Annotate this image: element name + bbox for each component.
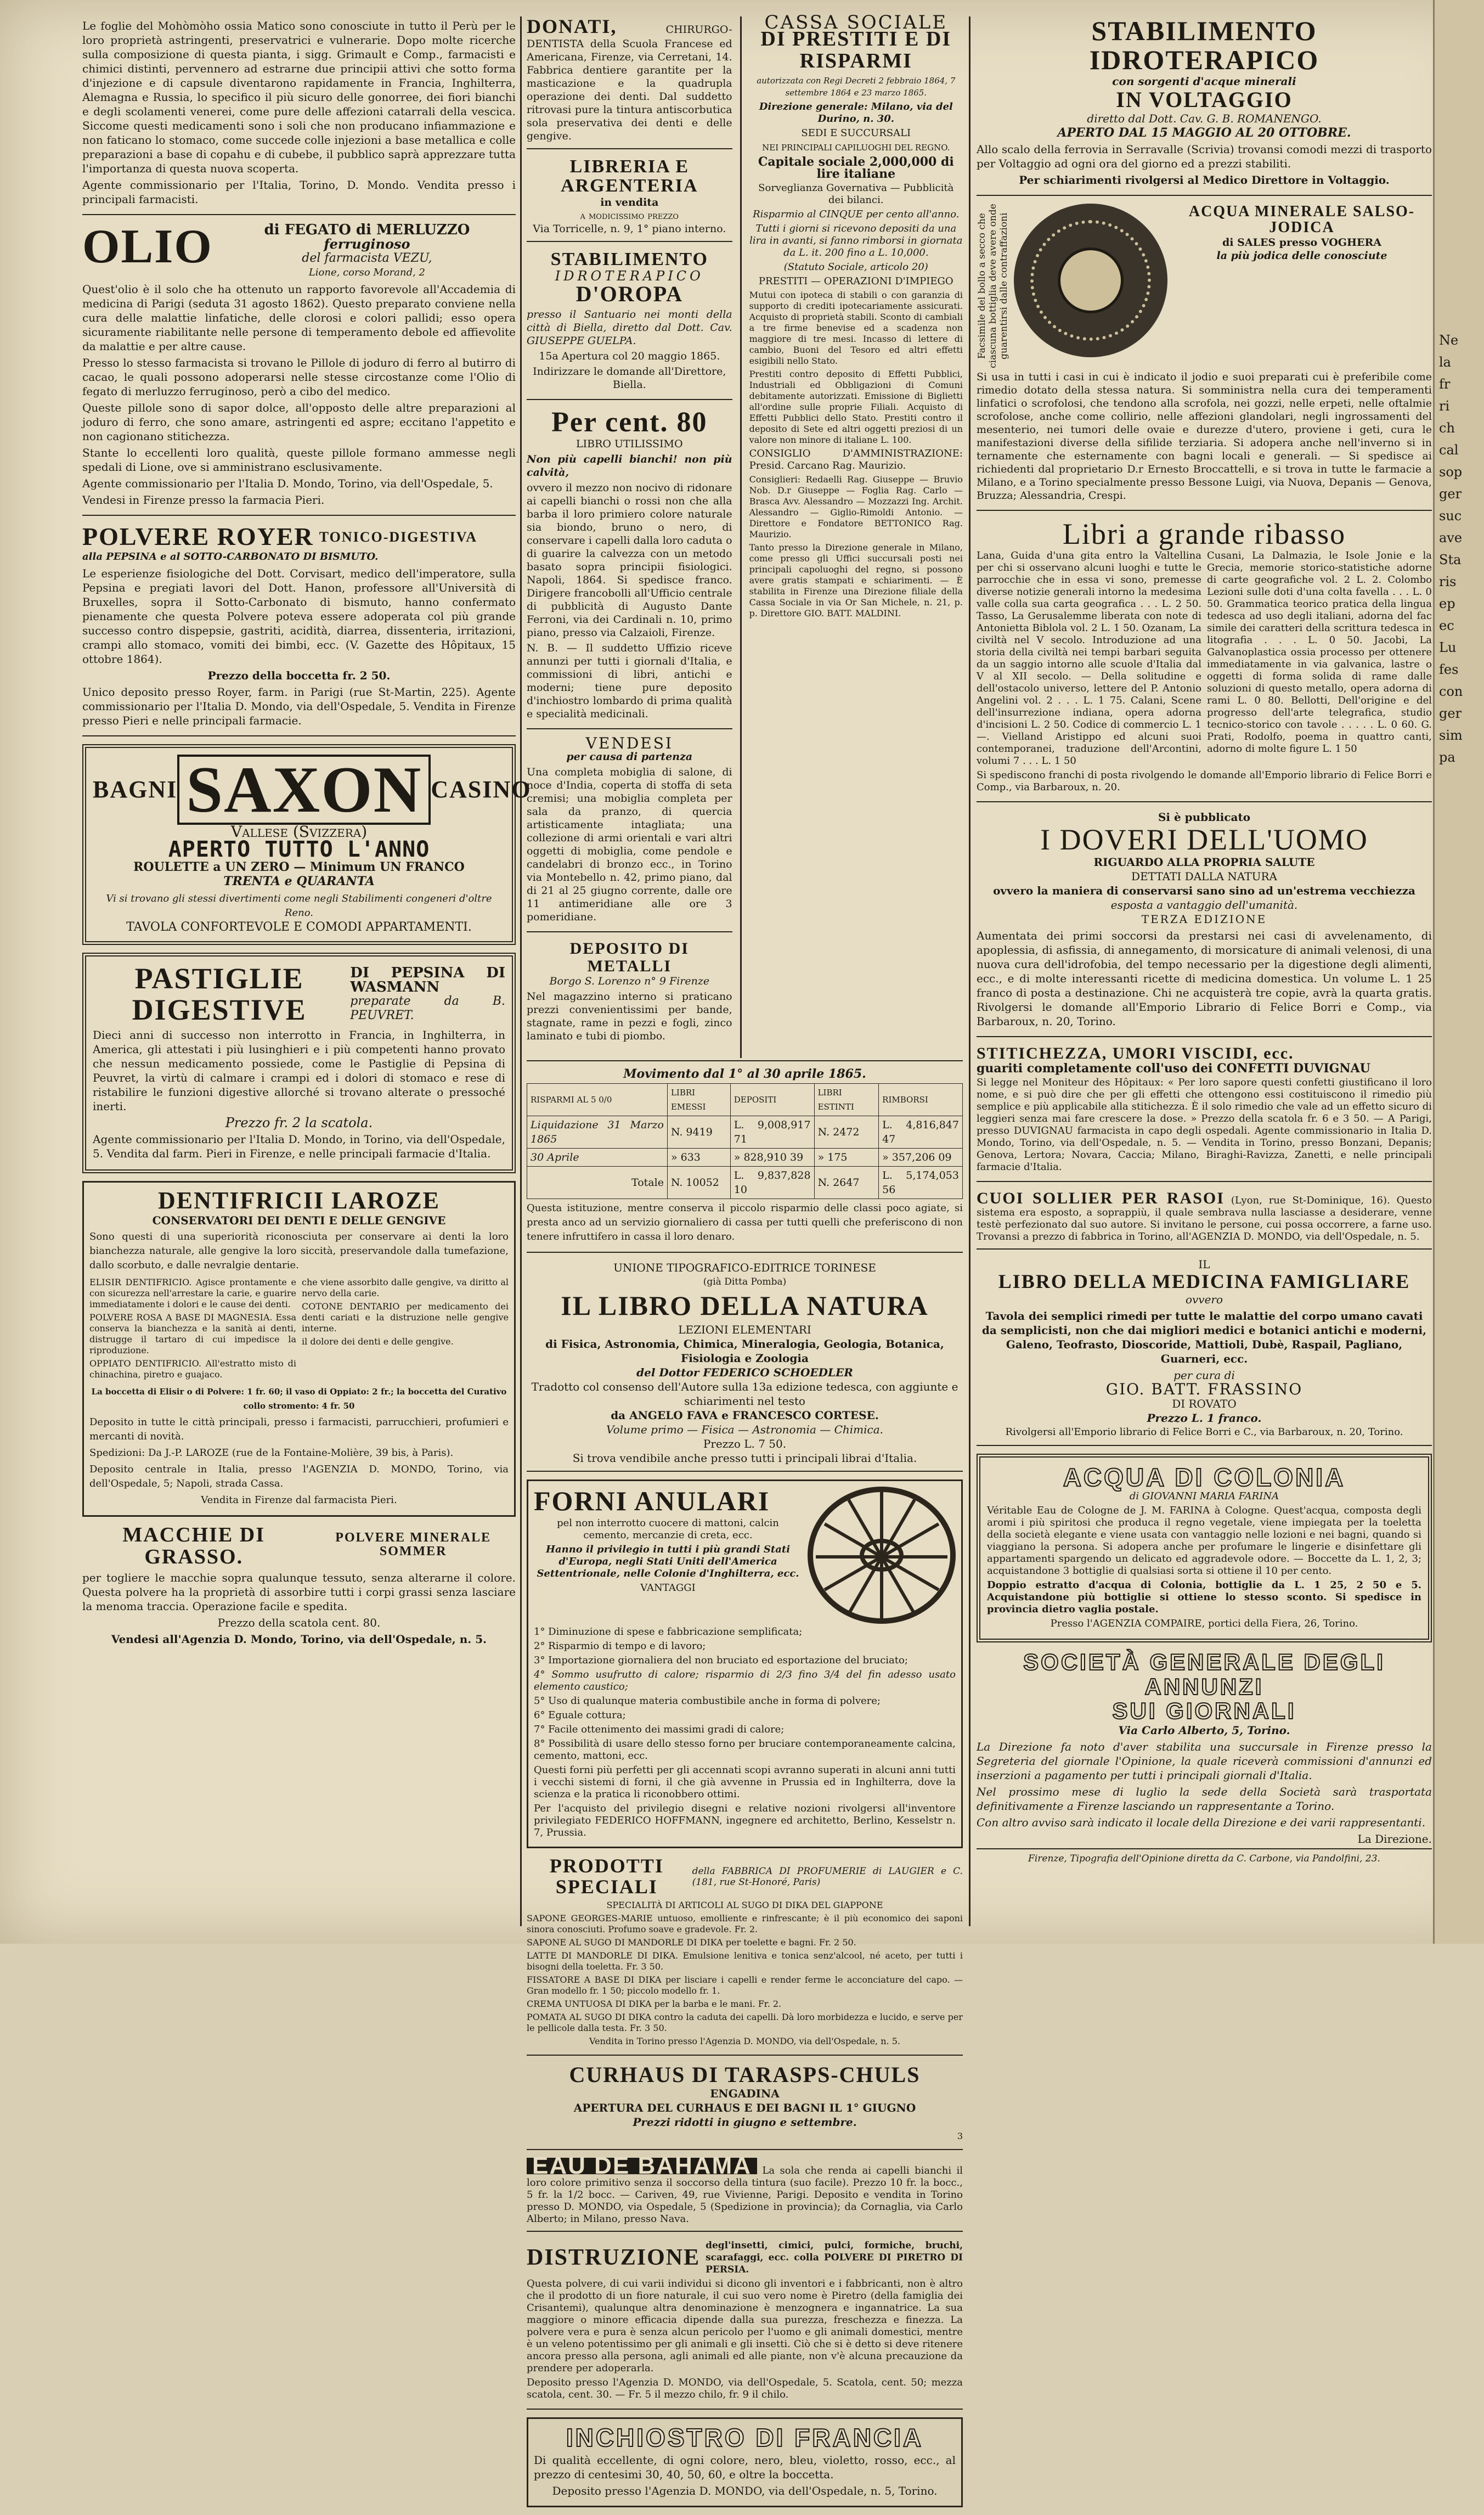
- libreria-title: LIBRERIA E ARGENTERIA: [561, 156, 698, 196]
- prodotti-title: PRODOTTI SPECIALI: [549, 1854, 664, 1898]
- doveri-pub: Si è pubblicato: [1158, 810, 1251, 824]
- acqua-sales-ad: [977, 204, 1432, 511]
- prodotti-vendita: Vendita in Torino presso l'Agenzia D. MONDO, via dell'Ospedale, n. 5.: [589, 2035, 900, 2046]
- table-cell: L. 9,837,828 10: [730, 1167, 814, 1199]
- idroterapico-open: APERTO DAL 15 MAGGIO AL 20 OTTOBRE.: [1057, 126, 1351, 140]
- cassa-op-left: Mutui con ipoteca di stabili o con garanzia di supporto di crediti ipotecariamente assicurati. Acquisto di proprietà stabili. Sconto di cambiali a tre firme benevise ed a scadenza non maggiore di tre mesi. Incasso di lettere di cambio, Buoni del Tesoro ed altri effetti esigibili nello Stato.: [749, 289, 963, 366]
- cassa-title-1: CASSA SOCIALE: [764, 12, 948, 33]
- libri-footer: Si spediscono franchi di posta rivolgendo le domande all'Emporio librario di Felice Borri e Comp., via Barbaroux, n. 20.: [977, 769, 1432, 793]
- olio-text-3: Queste pillole sono di sapor dolce, all'opposto delle altre preparazioni al joduro di ferro, che sono amare, astringenti ed aspre; eccitano l'appetito e non cagionano stitichezza.: [82, 401, 516, 443]
- olio-text: Quest'olio è il solo che ha ottenuto un rapporto favorevole all'Accademia di medicina di Parigi (seduta 31 agosto 1862). Questo preparato conviene nella cura delle malattie linfatiche, delle clorosi e colori pallidi; esso opera sicuramente riabilitante nelle persone di temperamento debole ed affievolite da malattie e per altre cause.: [82, 283, 516, 353]
- sub-column-rule: [740, 16, 742, 1058]
- natura-title: IL LIBRO DELLA NATURA: [561, 1290, 929, 1321]
- olio-sub1: di FEGATO di MERLUZZO: [264, 222, 470, 238]
- vendesi-sub: per causa di partenza: [566, 751, 693, 763]
- edge-fragment: ris: [1439, 574, 1457, 589]
- inchiostro-depot: Deposito presso l'Agenzia D. MONDO, via dell'Ospedale, n. 5, Torino.: [552, 2484, 938, 2497]
- metalli-ad: [527, 940, 732, 1050]
- forni-vantaggi: VANTAGGI: [640, 1582, 696, 1594]
- table-cell: » 357,206 09: [879, 1149, 963, 1167]
- percent-text: ovvero il mezzo non nocivo di ridonare ai capelli bianchi o rossi non che alla barba il loro primiero colore naturale sia biondo, bruno o nero, di conservare i capelli dalla loro caduta o di guarire la calvezza con un metodo basato sopra principii fisiologici. Napoli, 1864. Si spedisce franco. Dirigere francobolli all'Ufficio centrale di pubblicità di Augusto Dante Ferroni, via dei Cardinali n. 10, primo piano, presso via Calzaioli, Firenze.: [527, 482, 732, 639]
- forni-items: [534, 1626, 956, 1762]
- doveri-sub-3: ovvero la maniera di conservarsi sano sino ad un'estrema vecchiezza: [993, 884, 1415, 898]
- olio-vendita: Vendesi in Firenze presso la farmacia Pieri.: [82, 493, 325, 507]
- column-middle: [527, 12, 963, 2515]
- curhaus-title: CURHAUS DI TARASPS-CHULS: [569, 2062, 921, 2087]
- table-row: [527, 1149, 963, 1167]
- libri-ad: [977, 519, 1432, 802]
- inchiostro-title: INCHIOSTRO DI FRANCIA: [566, 2423, 924, 2452]
- pastiglie-text: Dieci anni di successo non interrotto in Francia, in Inghilterra, in America, gli attestati i più lusinghieri e i più competenti hanno provato che nessun medicamento possiede, come le Pastiglie di Pepsina di Peuvret, la virtù di calmare i crampi ed i dolori di stomaco e rese di ristabilire le funzioni digestive allorché si trovano alterate o pressoché inerti.: [93, 1028, 505, 1113]
- cassa-title-2: DI PRESTITI E DI RISPARMI: [760, 27, 952, 72]
- edge-fragment: ave: [1439, 530, 1463, 545]
- societa-text: La Direzione fa noto d'aver stabilita una succursale in Firenze presso la Segreteria del giornale l'Opinione, la quale riceverà commissioni d'annunzi ed inserzioni a pagamento per tutti i principali giornali d'Italia.: [977, 1740, 1432, 1782]
- edge-fragment: ec: [1439, 618, 1454, 633]
- donati-ad: [527, 16, 732, 149]
- list-item: 8° Possibilità di usare dello stesso forno per bruciare contemporaneamente calcina, cemento, mattoni, ecc.: [534, 1737, 956, 1762]
- idroterapico-ad: [977, 16, 1432, 196]
- cassa-sedi-2: NEI PRINCIPALI CAPILUOGHI DEL REGNO.: [762, 142, 950, 153]
- medicina-contact: Rivolgersi all'Emporio librario di Felice Borri e C., via Barbaroux, n. 20, Torino.: [1005, 1426, 1403, 1438]
- medicina-il: IL: [1198, 1258, 1210, 1271]
- societa-address: Via Carlo Alberto, 5, Torino.: [1118, 1723, 1290, 1737]
- table-cell: » 633: [667, 1149, 730, 1167]
- olio-text-2: Presso lo stesso farmacista si trovano le Pillole di joduro di ferro al butirro di cacao, le quali possono adoperarsi nelle stesse circostanze come l'Olio di fegato di merluzzo ferruginoso, però a cibo del medico.: [82, 356, 516, 398]
- idroterapico-place: IN VOLTAGGIO: [1116, 87, 1293, 112]
- saxon-bagni: BAGNI: [93, 776, 178, 803]
- distruzione-text: Questa polvere, di cui varii individui si dicono gli inventori e i fabbricanti, non è altro che il prodotto di un fiore naturale, il cui suo vero nome è Piretro (della famiglia dei Crisantemi), qualunque altra denominazione è menzognera e ingannatrice. La sua maggiore o minore efficacia dipende dalla sua purezza, freschezza e finezza. La polvere vera e pura è senza alcun pericolo per l'uomo e gli animali domestici, mentre è un veleno potentissimo per gli animali e gli insetti. Ciò che si è detto si deve ritenere ancora presso alla persona, agli animali ed alle piante, non v'è alcuna precauzione da prendere per adoperarla.: [527, 2277, 963, 2374]
- idroterapico-sub: con sorgenti d'acque minerali: [1112, 75, 1296, 88]
- bahama-ad: [527, 2152, 963, 2232]
- mohomoho-ad: [82, 19, 516, 215]
- colonia-ad: [977, 1454, 1432, 1642]
- table-cell: » 175: [814, 1149, 879, 1167]
- macchie-title-2: POLVERE MINERALE SOMMER: [335, 1530, 492, 1559]
- cassa-sedi: SEDI E SUCCURSALI: [801, 127, 911, 139]
- bahama-text: La sola che renda ai capelli bianchi il loro colore primitivo senza il soccorso della tintura (suo facile). Prezzo 10 fr. la bocc., 5 fr. la 1/2 bocc. — Cariven, 49, rue Vivienne, Parigi. Deposito e vendita in Torino presso D. MONDO, via Ospedale, 5 (Spedizione in provincia); da Cornaglia, via Carlo Alberto; in Milano, presso Nava.: [527, 2164, 963, 2225]
- oropa-title-3: D'OROPA: [575, 281, 684, 306]
- edge-fragment: fr: [1439, 376, 1451, 392]
- donati-text: CHIRURGO-DENTISTA della Scuola Francese ed Americana, Firenze, via Cerretani, 14. Fabbrica dentiere garantite per la masticazione e la quadrupla operazione dei denti. Dal suddetto ritrovasi pure la tintura antiscorbutica sola preservativa dei denti e delle gengive.: [527, 24, 732, 142]
- laroze-right-3: il dolore dei denti e delle gengive.: [302, 1336, 454, 1347]
- sollier-ad: [977, 1190, 1432, 1250]
- doveri-sub-2: DETTATI DALLA NATURA: [1131, 870, 1277, 884]
- edge-fragment: ch: [1439, 420, 1455, 436]
- royer-sub: alla PEPSINA e al SOTTO-CARBONATO DI BISMUTO.: [82, 551, 379, 563]
- inchiostro-text: Di qualità eccellente, di ogni colore, nero, bleu, violetto, rosso, ecc., al prezzo di centesimi 30, 40, 50, 60, e oltre la boccetta.: [534, 2453, 956, 2481]
- curhaus-open: APERTURA DEL CURHAUS E DEI BAGNI IL 1° GIUGNO: [573, 2101, 916, 2114]
- edge-fragment: con: [1439, 684, 1463, 699]
- cassa-mov-title: Movimento dal 1° al 30 aprile 1865.: [623, 1067, 866, 1082]
- laroze-sub: CONSERVATORI DEI DENTI E DELLE GENGIVE: [152, 1213, 446, 1227]
- list-item: SAPONE AL SUGO DI MANDORLE DI DIKA per toelette e bagni. Fr. 2 50.: [527, 1937, 856, 1948]
- pastiglie-price: Prezzo fr. 2 la scatola.: [225, 1115, 373, 1130]
- doveri-ad: [977, 810, 1432, 1038]
- laroze-oppiato: OPPIATO DENTIFRICIO. All'estratto misto di chinachina, piretro e guajaco.: [89, 1358, 296, 1380]
- metalli-sub: Borgo S. Lorenzo n° 9 Firenze: [549, 975, 710, 988]
- pastiglie-title: PASTIGLIE DIGESTIVE: [132, 962, 307, 1026]
- edge-fragment: Ne: [1439, 333, 1459, 348]
- natura-volume: Volume primo — Fisica — Astronomia — Chimica.: [606, 1422, 884, 1436]
- adjacent-page-edge: [1433, 0, 1484, 1944]
- forni-ad: [527, 1479, 963, 1848]
- list-item: 6° Eguale cottura;: [534, 1709, 626, 1721]
- edge-text: [1435, 0, 1484, 768]
- societa-sign: La Direzione.: [1357, 1832, 1432, 1846]
- cassa-consiglio: CONSIGLIO D'AMMINISTRAZIONE: Presid. Carcano Rag. Maurizio.: [749, 447, 963, 471]
- saxon-note: Vi si trovano gli stessi divertimenti come negli Stabilimenti congeneri d'oltre Reno.: [106, 893, 492, 919]
- natura-translation: Tradotto col consenso dell'Autore sulla 13a edizione tedesca, con aggiunte e schiarimenti nel testo: [531, 1380, 958, 1408]
- olio-sub2: ferruginoso: [324, 236, 410, 252]
- list-item: 1° Diminuzione di spese e fabbricazione semplificata;: [534, 1625, 803, 1638]
- duvignau-title: STITICHEZZA, UMORI VISCIDI, ecc.: [977, 1044, 1294, 1063]
- saxon-trenta: TRENTA e QUARANTA: [223, 874, 375, 889]
- natura-sub: LEZIONI ELEMENTARI: [678, 1323, 811, 1336]
- olio-title: OLIO: [82, 220, 213, 273]
- acqua-sales-vertical-caption: Facsimile del bollo a secco che ciascuna bottiglia deve avere onde guarentirsi dalle contraffazioni: [977, 204, 1009, 368]
- saxon-tavola: TAVOLA CONFORTEVOLE E COMODI APPARTAMENTI.: [126, 920, 472, 935]
- laroze-vendita: Vendita in Firenze dal farmacista Pieri.: [201, 1494, 397, 1506]
- olio-sub3: del farmacista VEZU,: [302, 251, 432, 265]
- edge-fragment: ger: [1439, 486, 1462, 502]
- distruzione-ad: [527, 2240, 963, 2410]
- libreria-ad: [527, 157, 732, 242]
- list-item: 5° Uso di qualunque materia combustibile anche in forma di polvere;: [534, 1695, 881, 1707]
- table-head-cell: LIBRI ESTINTI: [814, 1084, 879, 1116]
- macchie-text: per togliere le macchie sopra qualunque tessuto, senza alterarne il colore. Questa polvere ha la proprietà di assorbire tutti i corpi grassi senza lasciare la menoma traccia. Operazione facile e spedita.: [82, 1571, 516, 1613]
- doveri-edition: TERZA EDIZIONE: [1141, 913, 1267, 926]
- edge-fragment: sim: [1439, 728, 1463, 743]
- table-cell: Totale: [527, 1167, 668, 1199]
- distruzione-depot: Deposito presso l'Agenzia D. MONDO, via dell'Ospedale, 5. Scatola, cent. 50; mezza scatola, cent. 30. — Fr. 5 il mezzo chilo, fr. 9 il chilo.: [527, 2376, 963, 2400]
- prodotti-maker: della FABBRICA DI PROFUMERIE di LAUGIER e C. (181, rue St-Honoré, Paris): [692, 1865, 963, 1888]
- inchiostro-ad: [527, 2417, 963, 2507]
- laroze-depot: Deposito in tutte le città principali, presso i farmacisti, parrucchieri, profumieri e mercanti di novità.: [89, 1416, 509, 1442]
- oropa-title: STABILIMENTO: [550, 249, 708, 270]
- cassa-auth: autorizzata con Regi Decreti 2 febbraio 1864, 7 settembre 1864 e 23 marzo 1865.: [757, 75, 956, 98]
- vendesi-title: VENDESI: [585, 734, 673, 753]
- list-item: SAPONE GEORGES-MARIE untuoso, emolliente e rinfrescante; è il più economico dei saponi sinora conosciuti. Profumo soave e gradevole. Fr. 2.: [527, 1912, 963, 1934]
- acqua-sales-sub: di SALES presso VOGHERA: [1222, 236, 1381, 249]
- list-item: LATTE DI MANDORLE DI DIKA. Emulsione lenitiva e tonica senz'alcool, né aceto, per tutti i bisogni della toeletta. Fr. 3 50.: [527, 1950, 963, 1972]
- edge-fragment: Sta: [1439, 552, 1462, 567]
- royer-title-2: TONICO-DIGESTIVA: [319, 528, 477, 545]
- forni-contact: Per l'acquisto del privilegio disegni e relative nozioni rivolgersi all'inventore privilegiato FEDERICO HOFFMANN, ingegnere ed architetto, Berlino, Kesselstr n. 7, Prussia.: [534, 1802, 956, 1838]
- forni-text: pel non interrotto cuocere di mattoni, calcin cemento, mercanzie di creta, ecc.: [557, 1517, 779, 1541]
- libri-title: Libri a grande ribasso: [1062, 517, 1346, 550]
- edge-fragment: ri: [1439, 398, 1450, 414]
- idroterapico-title: STABILIMENTO IDROTERAPICO: [1089, 15, 1319, 75]
- cassa-consiglieri: Consiglieri: Redaelli Rag. Giuseppe — Bruvio Nob. D.r Giuseppe — Foglia Rag. Carlo — Brasca Avv. Alessandro — Mozzazzi Ing. Archit. Alessandro — Giglio-Rimoldi Antonio. — Direttore e Fondatore BETTONICO Rag. Maurizio.: [749, 474, 963, 539]
- colonia-doppio: Doppio estratto d'acqua di Colonia, bottiglie da L. 1 25, 2 50 e 5. Acquistandone più bottiglie si ottiene lo stesso sconto. Si spedisce in provincia dietro vaglia postale.: [987, 1579, 1421, 1616]
- cassa-risparmio: Risparmio al CINQUE per cento all'anno.: [753, 208, 960, 220]
- metalli-title: DEPOSITO DI METALLI: [569, 939, 689, 975]
- curhaus-ad: [527, 2063, 963, 2150]
- metalli-text: Nel magazzino interno si praticano prezzi convenientissimi per bande, stagnate, rame in pezzi e fogli, zinco laminato e tubi di piombo.: [527, 991, 732, 1043]
- pastiglie-agent: Agente commissionario per l'Italia D. Mondo, in Torino, via dell'Ospedale, 5. Vendita dal farm. Pieri in Firenze, e nelle principali farmacie d'Italia.: [93, 1132, 505, 1160]
- pastiglie-ad: [82, 953, 516, 1173]
- curhaus-sub: ENGADINA: [710, 2086, 780, 2100]
- duvignau-title-2: guariti completamente coll'uso dei CONFETTI DUVIGNAU: [977, 1061, 1370, 1076]
- table-head-cell: RIMBORSI: [879, 1084, 963, 1116]
- medicina-text: Tavola dei semplici rimedi per tutte le malattie del corpo umano cavati da semplicisti, non che dai migliori medici e botanici antichi e moderni, Galeno, Teofrasto, Dioscoride, Mattioli, Dubè, Raspail, Pagliano, Guarneri, ecc.: [981, 1309, 1427, 1366]
- list-item: POMATA AL SUGO DI DIKA contro la caduta dei capelli. Dà loro morbidezza e lucido, e serve per le pellicole dalla testa. Fr. 3 50.: [527, 2011, 963, 2033]
- percent-title: Per cent. 80: [551, 406, 708, 438]
- cassa-capitale: Capitale sociale 2,000,000 di lire italiane: [758, 154, 954, 181]
- libreria-address: Via Torricelle, n. 9, 1° piano interno.: [533, 223, 726, 235]
- table-cell: Liquidazione 31 Marzo 1865: [527, 1116, 668, 1149]
- table-row: [527, 1167, 963, 1199]
- forni-title: FORNI ANULARI: [534, 1485, 770, 1516]
- laroze-ship: Spedizioni: Da J.-P. LAROZE (rue de la Fontaine-Molière, 39 bis, à Paris).: [89, 1447, 454, 1459]
- natura-topics: di Fisica, Astronomia, Chimica, Mineralogia, Geologia, Botanica, Fisiologia e Zoologia: [545, 1337, 944, 1365]
- saxon-ad: [82, 744, 532, 945]
- cassa-sorveglianza: Sorveglianza Governativa — Pubblicità dei bilanci.: [758, 182, 954, 206]
- list-item: 4° Sommo usufrutto di calore; risparmio di 2/3 fino 3/4 del fin adesso usato elemento caustico;: [534, 1668, 956, 1692]
- colonia-title: ACQUA DI COLONIA: [1063, 1463, 1346, 1492]
- oropa-ad: [527, 250, 732, 400]
- idroterapico-text: Allo scalo della ferrovia in Serravalle (Scrivia) trovansi comodi mezzi di trasporto per Voltaggio ad ogni ora del giorno ed a prezzi stabiliti.: [977, 143, 1432, 170]
- list-item: 2° Risparmio di tempo e di lavoro;: [534, 1640, 706, 1652]
- oropa-address: Indirizzare le domande all'Direttore, Biella.: [533, 365, 726, 391]
- curhaus-prices: Prezzi ridotti in giugno e settembre.: [633, 2115, 857, 2129]
- imprint: Firenze, Tipografia dell'Opinione diretta da C. Carbone, via Pandolfini, 23.: [977, 1848, 1432, 1866]
- curhaus-number: 3: [957, 2130, 963, 2141]
- column-rule: [969, 16, 970, 1926]
- table-head-cell: DEPOSITI: [730, 1084, 814, 1116]
- medicina-from: DI ROVATO: [1172, 1397, 1237, 1411]
- societa-title: SOCIETÀ GENERALE DEGLI ANNUNZI: [1023, 1649, 1385, 1700]
- edge-fragment: la: [1439, 355, 1451, 370]
- prodotti-ad: [527, 1856, 963, 2056]
- seal-medallion-icon: [1014, 204, 1167, 357]
- royer-text: Le esperienze fisiologiche del Dott. Corvisart, medico dell'imperatore, sulla Pepsina e pregiati lavori del Dott. Hanon, professore all'Università di Bruxelles, sopra il Sotto-Carbonato di bismuto, hanno confermato pienamente che questa Polvere poteva essere adoperata col più grande successo contro dispepsie, gastriti, acidità, diarrea, dissenteria, irritazioni, crampi allo stomaco, vomiti dei bimbi, ecc. (V. Gazette des Hôpitaux, 15 ottobre 1864).: [82, 567, 516, 666]
- natura-ad: [527, 1261, 963, 1472]
- cassa-statuto: (Statuto Sociale, articolo 20): [783, 261, 928, 273]
- acqua-sales-title: ACQUA MINERALE SALSO-JODICA: [1188, 203, 1415, 237]
- natura-author: del Dottor FEDERICO SCHOEDLER: [636, 1365, 853, 1379]
- laroze-right-1: che viene assorbito dalle gengive, va diritto al nervo della carie.: [302, 1276, 509, 1298]
- laroze-ad: [82, 1181, 516, 1517]
- cassa-tanto: Tanto presso la Direzione generale in Milano, come presso gli Uffici succursali posti nei principali capoluoghi del regno, si possono avere gratis stampati e schiarimenti. — È stabilita in Firenze una Direzione filiale della Cassa Sociale in via Or San Michele, n. 21, p. p. Direttore GIO. BATT. MALDINI.: [749, 542, 963, 618]
- edge-fragment: pa: [1439, 750, 1455, 765]
- libreria-sub: in vendita: [600, 196, 659, 209]
- saxon-open: APERTO TUTTO L'ANNO: [168, 837, 430, 863]
- donati-name: DONATI,: [527, 15, 617, 37]
- list-item: CREMA UNTUOSA DI DIKA per la barba e le mani. Fr. 2.: [527, 1998, 782, 2009]
- oropa-title-2: IDROTERAPICO: [555, 268, 704, 284]
- table-cell: L. 9,008,917 71: [730, 1116, 814, 1149]
- oropa-open: 15a Apertura col 20 maggio 1865.: [539, 350, 720, 362]
- macchie-title: MACCHIE DI GRASSO.: [122, 1523, 266, 1568]
- societa-text-2: Nel prossimo mese di luglio la sede della Società sarà trasportata definitivamente a Firenze lasciando un rappresentante a Torino.: [977, 1785, 1432, 1813]
- sollier-text: (Lyon, rue St-Dominique, 16). Questo sistema era esposto, a soprappiù, il quale sembrava nulla lasciasse a desiderare, venne testè perfezionato dal suo autore. Si invitano le persone, cui possa occorrere, a farne uso. Trovansi a prezzo di fabbrica in Torino, all'AGENZIA D. MONDO, via dell'Ospedale, n. 5.: [977, 1194, 1432, 1243]
- doveri-title: I DOVERI DELL'UOMO: [1040, 823, 1368, 856]
- table-cell: N. 2472: [814, 1116, 879, 1149]
- list-item: FISSATORE A BASE DI DIKA per lisciare i capelli e render ferme le acconciature del capo. — Gran modello fr. 1 50; piccolo modello fr. 1.: [527, 1974, 963, 1996]
- table-cell: N. 9419: [667, 1116, 730, 1149]
- natura-translators: da ANGELO FAVA e FRANCESCO CORTESE.: [611, 1408, 879, 1422]
- libri-left: Lana, Guida d'una gita entro la Valtellina per chi si osservano alcuni luoghi e tutte le parrocchie che in essa vi sono, premesse diverse notizie generali intorno la medesima valle colla sua carta geografica . . . L. 2 50. Tasso, La Gerusalemme liberata con note di Antonietta Biblola vol. 2 L. 1 50. Ozanam, La civiltà nel V secolo. Introduzione ad una storia della civiltà nei tempi barbari seguita da un saggio intorno alle scuole d'Italia dal V al XII secolo. — Della solitudine e dell'ostacolo universo, lettere del P. Antonio Angelini vol. 2 . . . L. 1 75. Calani, Scene dell'insurrezione indiana, opera adorna d'incisioni L. 2 50. Codice di commercio L. 1 —. Vielland Aristippo ed alcuni suoi contemporanei, traduzione dell'Arcontini, volumi 7 . . . L. 1 50: [977, 549, 1201, 767]
- natura-where: Si trova vendibile anche presso tutti i principali librai d'Italia.: [572, 1451, 917, 1465]
- edge-fragment: Lu: [1439, 640, 1457, 655]
- pastiglie-by: preparate da B. PEUVRET.: [350, 994, 505, 1022]
- laroze-title: DENTIFRICII LAROZE: [158, 1186, 440, 1214]
- royer-ad: [82, 524, 516, 736]
- table-cell: 30 Aprile: [527, 1149, 668, 1167]
- medicina-per: per cura di: [1173, 1369, 1235, 1382]
- cassa-direzione: Direzione generale: Milano, via del Durino, n. 30.: [759, 100, 953, 125]
- table-head-cell: LIBRI EMESSI: [667, 1084, 730, 1116]
- forni-text-2: Questi forni più perfetti per gli accennati scopi avranno superati in alcuni anni tutti i vecchi sistemi di forni, il che già avvenne in Prussia ed in Inghilterra, dove la scienza e la pratica li riconobbero ottimi.: [534, 1764, 956, 1800]
- vendesi-ad: [527, 734, 732, 932]
- edge-fragment: fes: [1439, 662, 1459, 677]
- colonia-depot: Presso l'AGENZIA COMPAIRE, portici della Fiera, 26, Torino.: [1050, 1618, 1358, 1630]
- table-cell: » 828,910 39: [730, 1149, 814, 1167]
- olio-sub4: Lione, corso Morand, 2: [308, 267, 425, 278]
- duvignau-ad: [977, 1045, 1432, 1182]
- saxon-vallese: Vallese (Svizzera): [230, 823, 368, 841]
- olio-text-4: Stante lo eccellenti loro qualità, queste pillole formano ammesse negli spedali di Lione, ove si amministrano esclusivamente.: [82, 446, 516, 474]
- percent-ad: [527, 408, 732, 730]
- table-cell: N. 10052: [667, 1167, 730, 1199]
- edge-fragment: suc: [1439, 508, 1462, 524]
- table-cell: L. 4,816,847 47: [879, 1116, 963, 1149]
- royer-price: Prezzo della boccetta fr. 2 50.: [207, 669, 391, 683]
- laroze-text: Sono questi di una superiorità riconosciuta per conservare ai denti la loro bianchezza naturale, alle gengive la loro siccità, preservandole dalla tumefazione, dallo scorbuto, e dalle nevralgie dentarie.: [89, 1230, 509, 1271]
- pastiglie-title-2: DI PEPSINA DI WASMANN: [350, 964, 505, 995]
- sollier-title: CUOI SOLLIER PER RASOI: [977, 1189, 1225, 1207]
- kiln-wheel-illustration: [808, 1487, 956, 1624]
- cassa-op-right: Prestiti contro deposito di Effetti Pubblici, Industriali ed Obbligazioni di Comuni debitamente autorizzati. Emissione di Biglietti all'ordine sulle proprie Filiali. Acquisto di Effetti Pubblici dello Stato. Prestiti contro il deposito di Sete ed altri oggetti preziosi di un valore non minore di italiane L. 100.: [749, 368, 963, 445]
- medicina-ovvero: ovvero: [1185, 1293, 1223, 1307]
- duvignau-text: Si legge nel Moniteur des Hôpitaux: « Per loro sapore questi confetti giustificano il loro nome, e si può dire che per gli effetti che ottengono essi costituiscono il rimedio più semplice e più applicabile alla stitichezza. È il solo rimedio che vale ad un effetto sicuro di leggieri senza mai fare crescere la dose. » Prezzo della scatola fr. 6 e 3 50. — A Parigi, presso DUVIGNAU farmacista in capo degli ospedali. Agente commissionario in Italia D. Mondo, Torino, via dell'Ospedale, n. 5. — Vendita in Torino, presso Bonzani, Depanis; Genova, Lertora; Novara, Caccia; Milano, Biraghi-Ravizza, Zanetti, e nelle principali farmacie d'Italia.: [977, 1076, 1432, 1173]
- cassa-closing: Questa istituzione, mentre conserva il piccolo risparmio delle classi poco agiate, si presta anco ad un servizio giornaliero di cassa per tutti quelli che preferiscono di non tenere infruttifero in cassa il loro denaro.: [527, 1202, 963, 1243]
- column-left: [82, 16, 532, 1662]
- list-item: 7° Facile ottenimento dei massimi gradi di calore;: [534, 1723, 785, 1735]
- macchie-vendita: Vendesi all'Agenzia D. Mondo, Torino, via dell'Ospedale, n. 5.: [111, 1632, 487, 1646]
- natura-price: Prezzo L. 7 50.: [703, 1437, 787, 1450]
- table-cell: L. 5,174,053 56: [879, 1167, 963, 1199]
- doveri-text: Aumentata dei primi soccorsi da prestarsi nei casi di avvelenamento, di apoplessia, di asfissia, di annegamento, di morsicature di animali velenosi, di una nuova cura dell'idrofobia, del tempo necessario per la digestione degli alimenti, ecc., e di molte interessanti ricette di medicina domestica. Un volume L. 1 25 franco di posta a destinazione. Chi ne acquisterà tre copie, avrà la quarta gratis. Rivolgersi le domande all'Emporio Librario di Felice Borri e Comp., via Barbaroux, n. 20, Torino.: [977, 929, 1432, 1028]
- acqua-sales-text: Si usa in tutti i casi in cui è indicato il jodio e suoi preparati cui è preferibile come rimedio dotato della stessa natura. Si somministra nella cura dei temperamenti linfatici o scrofolosi, che tendono alla scrofola, nei gozzi, nelle erpeti, nelle oftalmie scrofolose, anche come collirio, nelle affezioni glandolari, negli ingrossamenti del mesenterio, nei tumori delle ovaie e durezze d'utero, proviene i geti, cura le manifestazioni diverse della sifilide terziaria. Si adopera anche nell'inverno si in ternamente che esternamente con bagni locali e generali. — Si spedisce ai richiedenti dal proprietario D.r Ernesto Broccattelli, e si trova in tutte le farmacie a Milano, e a Torino specialmente presso Bessone Luigi, via Nuova, Depanis — Genova, Bruzza; Alessandria, Crespi.: [977, 371, 1432, 502]
- edge-fragment: ger: [1439, 706, 1462, 721]
- list-item: 3° Importazione giornaliera del non bruciato ed esportazione del bruciato;: [534, 1654, 908, 1666]
- saxon-casino: CASINO: [431, 776, 532, 803]
- royer-depot: Unico deposito presso Royer, farm. in Parigi (rue St-Martin, 225). Agente commissionario per l'Italia D. Mondo, via dell'Ospedale, 5. Vendita in Firenze presso Pieri e nelle principali farmacie.: [82, 685, 516, 728]
- idroterapico-contact: Per schiarimenti rivolgersi al Medico Direttore in Voltaggio.: [1019, 173, 1390, 187]
- natura-publisher: UNIONE TIPOGRAFICO-EDITRICE TORINESE: [613, 1261, 876, 1275]
- vendesi-text: Una completa mobiglia di salone, di noce d'India, coperta di stoffa di seta cremisi; una mobiglia completa per sala da pranzo, di quercia artisticamente intagliata; una collezione di armi orientali e vari altri oggetti di mobiglia, come pendole e candelabri di bronzo ecc., in Torino via Montebello n. 42, primo piano, dal di 21 al 25 giugno corrente, dalle ore 11 antimeridiane alle ore 3 pomeridiane.: [527, 766, 732, 924]
- idroterapico-dir: diretto dal Dott. Cav. G. B. ROMANENGO.: [1087, 112, 1322, 125]
- medicina-price: Prezzo L. 1 franco.: [1147, 1411, 1262, 1425]
- column-right: [977, 16, 1432, 1881]
- libri-right: Cusani, La Dalmazia, le Isole Jonie e la Grecia, memorie storico-statistiche adorne di carte geografiche vol. 2 L. 2. Colombo Lezioni sulle doti d'una colta favella . . . L. 0 50. Grammatica teorico pratica della lingua tedesca ad uso degli italiani, adorna del fac simile dei caratteri della scrittura tedesca in litografia . . . L. 0 50. Jacobi, La Galvanoplastica ossia processo per ottenere immediatamente in via galvanica, lastre o oggetti di forma solida di rame dalle soluzioni di questo metallo, opera adorna di rami L. 0 80. Bellotti, Dell'origine e del progresso dell'arte telegrafica, studio tecnico-storico con tavole . . . . . L. 0 60. G. Prati, Rodolfo, poema in quattro canti, adorno di molte figure L. 1 50: [1207, 549, 1432, 755]
- medicina-ad: [977, 1257, 1432, 1446]
- societa-title-2: SUI GIORNALI: [1112, 1697, 1296, 1724]
- percent-sub-2: Non più capelli bianchi! non più calvità,: [527, 453, 732, 479]
- natura-publisher-2: (già Ditta Pomba): [703, 1276, 787, 1288]
- doveri-sub-4: esposta a vantaggio dell'umanità.: [1110, 898, 1298, 912]
- distruzione-title: DISTRUZIONE: [527, 2244, 701, 2270]
- colonia-by: di GIOVANNI MARIA FARINA: [1129, 1490, 1279, 1503]
- oropa-text: presso il Santuario nei monti della città di Biella, diretto dal Dott. Cav. GIUSEPPE GUELPA.: [527, 308, 732, 347]
- doveri-sub: RIGUARDO ALLA PROPRIA SALUTE: [1093, 856, 1315, 869]
- saxon-title: SAXON: [177, 755, 431, 825]
- medicina-title: LIBRO DELLA MEDICINA FAMIGLIARE: [998, 1270, 1410, 1293]
- cassa-ad: [749, 12, 963, 1058]
- edge-fragment: sop: [1439, 464, 1463, 480]
- societa-ad: [977, 1650, 1432, 1873]
- middle-left-subcolumn: [527, 16, 732, 1058]
- laroze-cotone: COTONE DENTARIO per medicamento dei denti cariati e la distruzione nelle gengive interne.: [302, 1301, 509, 1334]
- bahama-title: EAU DE BAHAMA: [527, 2158, 757, 2174]
- laroze-prices: La boccetta di Elisir o di Polvere: 1 fr. 60; il vaso di Oppiato: 2 fr.; la boccetta del Curativo collo stromento: 4 fr. 50: [91, 1386, 507, 1411]
- percent-sub: LIBRO UTILISSIMO: [576, 438, 683, 451]
- edge-fragment: ep: [1439, 596, 1455, 611]
- percent-nb: N. B. — Il suddetto Uffizio riceve annunzi per tutti i giornali d'Italia, e commissioni di libri, antichi e moderni; tiene pure deposito d'inchiostro lombardo di prima qualità e specialità medicinali.: [527, 642, 732, 721]
- laroze-central: Deposito centrale in Italia, presso l'AGENZIA D. MONDO, Torino, via dell'Ospedale, 5; Napoli, strada Cassa.: [89, 1463, 509, 1489]
- royer-title: POLVERE ROYER: [82, 522, 314, 550]
- table-cell: N. 2647: [814, 1167, 879, 1199]
- laroze-elisir: ELISIR DENTIFRICIO. Agisce prontamente e con sicurezza nell'arrestare la carie, e guarire immediatamente i dolori e le cause dei denti.: [89, 1276, 296, 1309]
- societa-text-3: Con altro avviso sarà indicato il locale della Direzione e dei varii rappresentanti.: [977, 1815, 1426, 1829]
- cassa-op-head: PRESTITI — OPERAZIONI D'IMPIEGO: [758, 275, 953, 287]
- colonia-text: Véritable Eau de Cologne de J. M. FARINA à Cologne. Quest'acqua, composta degli aromi i più spiritosi che produca il regno vegetale, viene impiegata per la toeletta della società elegante e viene usata con vantaggio nelle lozioni e nei bagni, quando si viaggiano la persona. Si adopera anche per profumare le lingerie e disinfettare gli appartamenti spargendo un delicato ed aggradevole odore. — Boccette da L. 1, 2, 3; acquistandone 3 bottiglie di qualsiasi sorta si ottiene il 10 per cento.: [987, 1505, 1421, 1577]
- libreria-sub-2: a modicissimo prezzo: [580, 210, 679, 222]
- edge-fragment: cal: [1439, 442, 1459, 458]
- forni-privilege: Hanno il privilegio in tutti i più grandi Stati d'Europa, negli Stati Uniti dell'America Settentrionale, nelle Colonie d'Inghilterra, ecc.: [537, 1544, 799, 1580]
- distruzione-sub: degl'insetti, cimici, pulci, formiche, bruchi, scarafaggi, ecc. colla POLVERE DI PIRETRO DI PERSIA.: [706, 2240, 963, 2275]
- macchie-ad: [82, 1524, 516, 1654]
- cassa-movimento: [527, 1060, 963, 1253]
- mohomoho-text: Le foglie del Mohòmòho ossia Matico sono conosciute in tutto il Perù per le loro proprietà astringenti, preservatrici e vulnerarie. Dopo molte ricerche sulla composizione di questa pianta, i sigg. Grimault e Comp., farmacisti e chimici distinti, pervennero ad estrarne due principii attivi che sotto forma d'injezione e di capsule diventarono rapidamente in Francia, Inghilterra, Alemagna e Russia, lo specifico il più sicuro delle gonorree, dei fiori bianchi e degli scolamenti venerei, come pure delle affezioni catarrali della vescica. Siccome questi medicamenti sono i soli che non producano infiammazione e non faticano lo stomaco, come succede colle injezioni a base metallica e colle preparazioni a base di copahu e di cubebe, il pubblico saprà apprezzare tutta l'importanza di questa nuova scoperta.: [82, 19, 516, 175]
- saxon-roulette: ROULETTE a UN ZERO — Minimum UN FRANCO: [133, 860, 465, 875]
- macchie-price: Prezzo della scatola cent. 80.: [217, 1616, 381, 1629]
- mohomoho-agent: Agente commissionario per l'Italia, Torino, D. Mondo. Vendita presso i principali farmacisti.: [82, 178, 516, 206]
- cassa-depositi: Tutti i giorni si ricevono depositi da una lira in avanti, si fanno rimborsi in giornata da L. it. 200 fino a L. 10,000.: [749, 222, 963, 258]
- table-head-cell: RISPARMI AL 5 0/0: [527, 1084, 668, 1116]
- acqua-sales-sub-2: la più jodica delle conosciute: [1216, 249, 1387, 262]
- laroze-polvere: POLVERE ROSA A BASE DI MAGNESIA. Essa conserva la bianchezza e la sanità ai denti, distrugge il tartaro di cui impedisce la riproduzione.: [89, 1312, 296, 1355]
- medicina-author: GIO. BATT. FRASSINO: [1105, 1380, 1303, 1399]
- table-row: [527, 1116, 963, 1149]
- column-rule: [520, 16, 522, 1926]
- olio-agent: Agente commissionario per l'Italia D. Mondo, Torino, via dell'Ospedale, 5.: [82, 477, 493, 490]
- olio-ad: [82, 220, 516, 516]
- cassa-table: [527, 1083, 963, 1199]
- prodotti-sub: SPECIALITÀ DI ARTICOLI AL SUGO DI DIKA DEL GIAPPONE: [606, 1899, 883, 1910]
